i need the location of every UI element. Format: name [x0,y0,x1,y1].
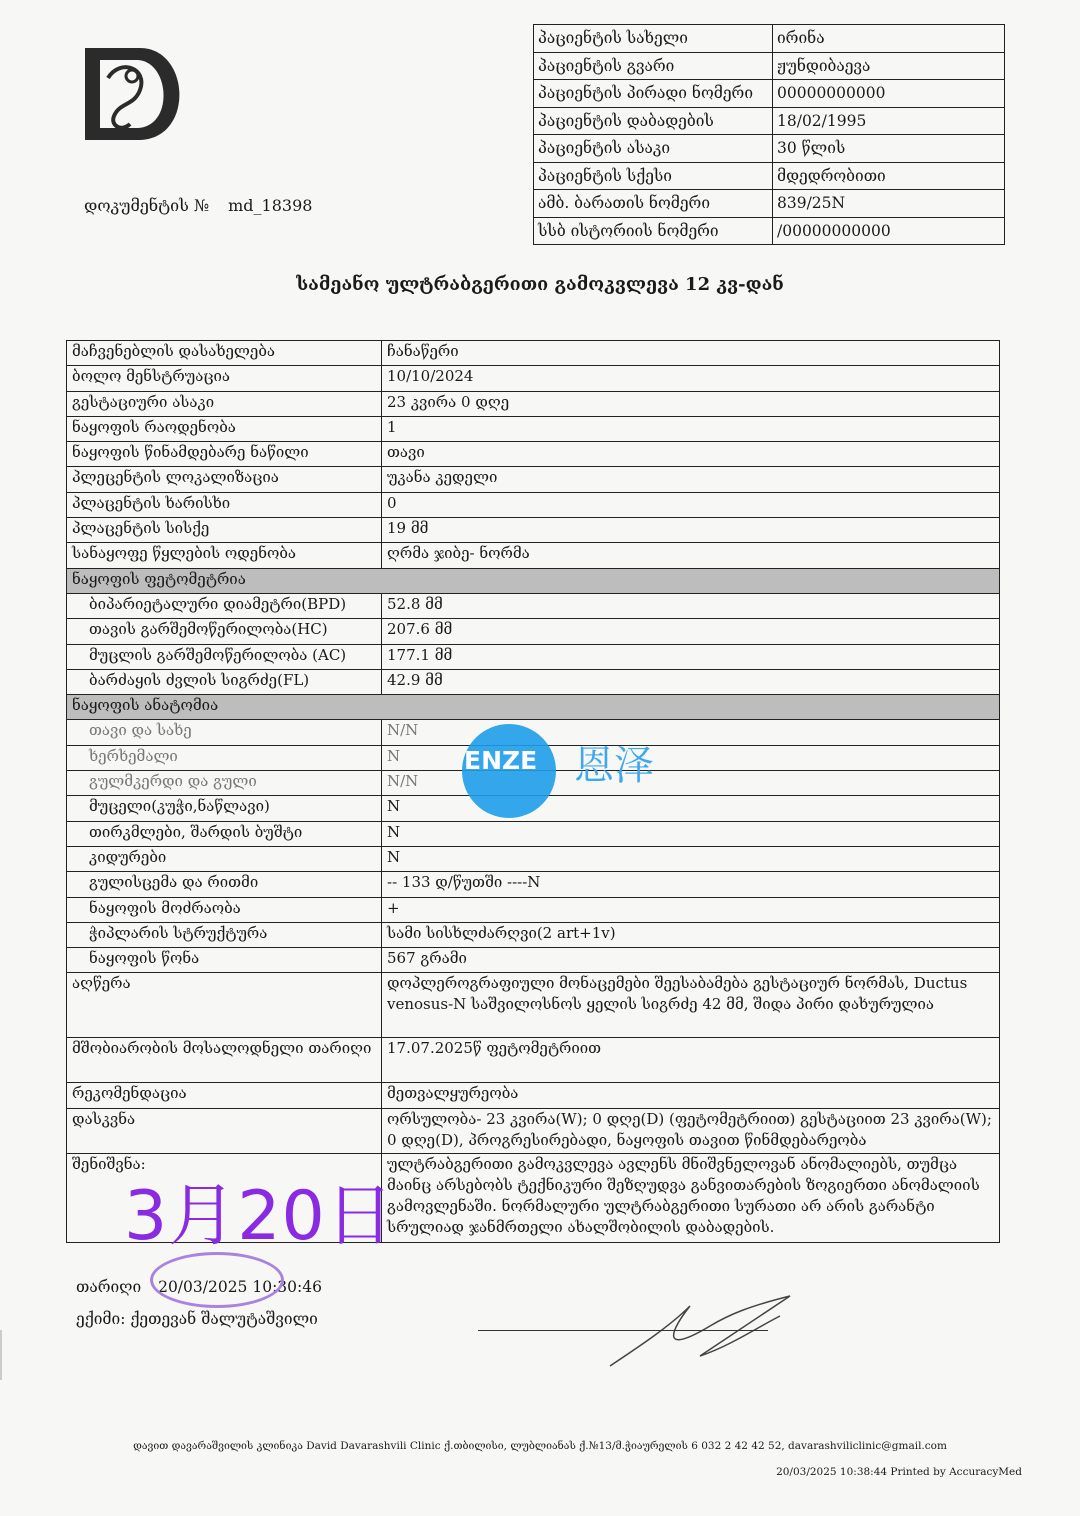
table-row [67,518,1000,543]
table-row [67,619,1000,644]
row-label: ჭიპლარის სტრუქტურა [67,922,382,947]
watermark-cn-text: 恩泽 [574,743,654,789]
row-value: 567 გრამი [382,948,1000,973]
doctor [76,1310,318,1328]
patient-field-label: პაციენტის პირადი ნომერი [534,80,773,108]
row-label: გულისცემა და რითმი [67,872,382,897]
patient-field-value: მდედრობითი [773,162,1005,190]
row-value: თავი [382,442,1000,467]
row-label: პლაცენტის სისქე [67,518,382,543]
row-value: N [382,821,1000,846]
table-header-row [67,341,1000,366]
document-number-label: დოკუმენტის № [84,196,210,215]
patient-field-value: 30 წლის [773,135,1005,163]
row-label: მშობიარობის მოსალოდნელი თარიღი [67,1038,382,1083]
row-value: ღრმა ჯიბე- ნორმა [382,543,1000,568]
row-label: ნაყოფის რაოდენობა [67,416,382,441]
table-row [67,897,1000,922]
row-value: დოპლეროგრაფიული მონაცემები შეესაბამება გესტაციურ ნორმას, Ductus venosus-N საშვილოსნოს ყელის სიგრძე 42 მმ, შიდა პირი დახურულია [382,973,1000,1038]
header-value: ჩანაწერი [382,341,1000,366]
patient-field-value: ირინა [773,25,1005,53]
table-row [67,669,1000,694]
row-value: 23 კვირა 0 დღე [382,391,1000,416]
row-label: დასკვნა [67,1108,382,1153]
patient-field-label: პაციენტის სქესი [534,162,773,190]
row-value: ულტრაბგერითი გამოკვლევა ავლენს მნიშვნელოვან ანომალიებს, თუმცა მაინც არსებობს ტექნიკური შეზღუდვა განვითარების ზოგიერთი ანომალიის გამოვლენაში. ნორმალური ულტრაბგერითი სურათი არ არის გარანტი სრულიად ჯანმრთელი ახალშობილის დაბადების. [382,1153,1000,1242]
row-value: 10/10/2024 [382,366,1000,391]
date-highlight-circle [150,1252,284,1308]
table-row [67,872,1000,897]
patient-info-row [534,135,1005,163]
table-row [67,492,1000,517]
row-label: ნაყოფის მოძრაობა [67,897,382,922]
row-value: N/N [382,771,1000,796]
patient-field-value: /00000000000 [773,217,1005,245]
paper-edge [0,1330,10,1380]
row-value: 52.8 მმ [382,593,1000,618]
row-value: + [382,897,1000,922]
row-label: ბიპარიეტალური დიამეტრი(BPD) [67,593,382,618]
row-label: ნაყოფის წონა [67,948,382,973]
patient-info-row [534,80,1005,108]
table-row [67,846,1000,871]
row-value: უკანა კედელი [382,467,1000,492]
table-row [67,416,1000,441]
row-label: თავის გარშემოწერილობა(HC) [67,619,382,644]
clinic-footer: დავით დავარაშვილის კლინიკა David Davarashvili Clinic ქ.თბილისი, ლუბლიანას ქ.№13/მ.ჭიაურელის 6 032 2 42 42 52, davarashviliclinic@gmail.com [133,1440,947,1452]
row-value: N [382,745,1000,770]
row-label: სანაყოფე წყლების ოდენობა [67,543,382,568]
document-number-value: md_18398 [228,196,313,215]
header-label: მაჩვენებლის დასახელება [67,341,382,366]
patient-info-row [534,162,1005,190]
row-label: აღწერა [67,973,382,1038]
table-row [67,391,1000,416]
patient-info-row [534,52,1005,80]
row-label: თავი და სახე [67,720,382,745]
row-value: N [382,796,1000,821]
table-row [67,543,1000,568]
row-label: ბოლო მენსტრუაცია [67,366,382,391]
row-value: N/N [382,720,1000,745]
row-value: 42.9 მმ [382,669,1000,694]
table-row [67,366,1000,391]
printed-timestamp: 20/03/2025 10:38:44 Printed by AccuracyMed [776,1466,1022,1478]
patient-info-row [534,190,1005,218]
date-annotation-stamp: 3月20日 [124,1177,395,1256]
table-row [67,1108,1000,1153]
signature-line [478,1330,768,1331]
patient-field-label: სსბ ისტორიის ნომერი [534,217,773,245]
row-value: 1 [382,416,1000,441]
patient-field-label: ამბ. ბარათის ნომერი [534,190,773,218]
date-value: 20/03/2025 10:30:46 [158,1278,322,1296]
row-value: მეთვალყურეობა [382,1083,1000,1108]
row-label: გულმკერდი და გული [67,771,382,796]
row-value: -- 133 დ/წუთში ----N [382,872,1000,897]
row-value: 17.07.2025წ ფეტომეტრიით [382,1038,1000,1083]
row-label: კიდურები [67,846,382,871]
patient-field-label: პაციენტის სახელი [534,25,773,53]
patient-field-value: ჟუნდიბაევა [773,52,1005,80]
table-row [67,1083,1000,1108]
row-value: N [382,846,1000,871]
row-label: ნაყოფის წინამდებარე ნაწილი [67,442,382,467]
table-row [67,948,1000,973]
row-value: 0 [382,492,1000,517]
doctor-label: ექიმი: [76,1310,126,1328]
clinic-logo-icon [70,28,200,158]
table-row [67,442,1000,467]
table-row [67,821,1000,846]
section-anatomy [67,695,1000,720]
patient-info-row [534,107,1005,135]
patient-field-value: 18/02/1995 [773,107,1005,135]
row-label: რეკომენდაცია [67,1083,382,1108]
row-value: ორსულობა- 23 კვირა(W); 0 დღე(D) (ფეტომეტრიით) გესტაციით 23 კვირა(W); 0 დღე(D), პროგრესირებადი, ნაყოფის თავით წინმდებარეობა [382,1108,1000,1153]
doctor-name: ქეთევან შალუტაშვილი [130,1310,318,1328]
patient-field-label: პაციენტის ასაკი [534,135,773,163]
row-value: 207.6 მმ [382,619,1000,644]
row-label: ხერხემალი [67,745,382,770]
patient-info-row [534,25,1005,53]
row-value: სამი სისხლძარღვი(2 art+1v) [382,922,1000,947]
patient-field-value: 00000000000 [773,80,1005,108]
watermark-en-text: ENZE [464,746,538,775]
row-value: 19 მმ [382,518,1000,543]
patient-info-row [534,217,1005,245]
date-label: თარიღი [76,1278,142,1296]
table-row [67,1038,1000,1083]
enze-watermark [462,724,674,804]
patient-field-label: პაციენტის გვარი [534,52,773,80]
row-label: ბარძაყის ძვლის სიგრძე(FL) [67,669,382,694]
patient-info-table [533,24,1005,245]
document-number [84,196,312,215]
section-title: ნაყოფის ანატომია [67,695,1000,720]
section-title: ნაყოფის ფეტომეტრია [67,568,1000,593]
signature-icon [600,1286,800,1376]
table-row [67,922,1000,947]
row-label: მუცლის გარშემოწერილობა (AC) [67,644,382,669]
table-row [67,644,1000,669]
table-row [67,593,1000,618]
section-fetometry [67,568,1000,593]
row-label: თირკმლები, შარდის ბუშტი [67,821,382,846]
row-value: 177.1 მმ [382,644,1000,669]
row-label: გესტაციური ასაკი [67,391,382,416]
row-label: პლაცენტის ხარისხი [67,492,382,517]
row-label: შენიშვნა: [67,1153,382,1242]
patient-field-value: 839/25N [773,190,1005,218]
report-title: სამეანო ულტრაბგერითი გამოკვლევა 12 კვ-დან [296,274,784,295]
patient-field-label: პაციენტის დაბადების [534,107,773,135]
row-label: მუცელი(კუჭი,ნაწლავი) [67,796,382,821]
table-row [67,973,1000,1038]
table-row [67,467,1000,492]
row-label: პლეცენტის ლოკალიზაცია [67,467,382,492]
